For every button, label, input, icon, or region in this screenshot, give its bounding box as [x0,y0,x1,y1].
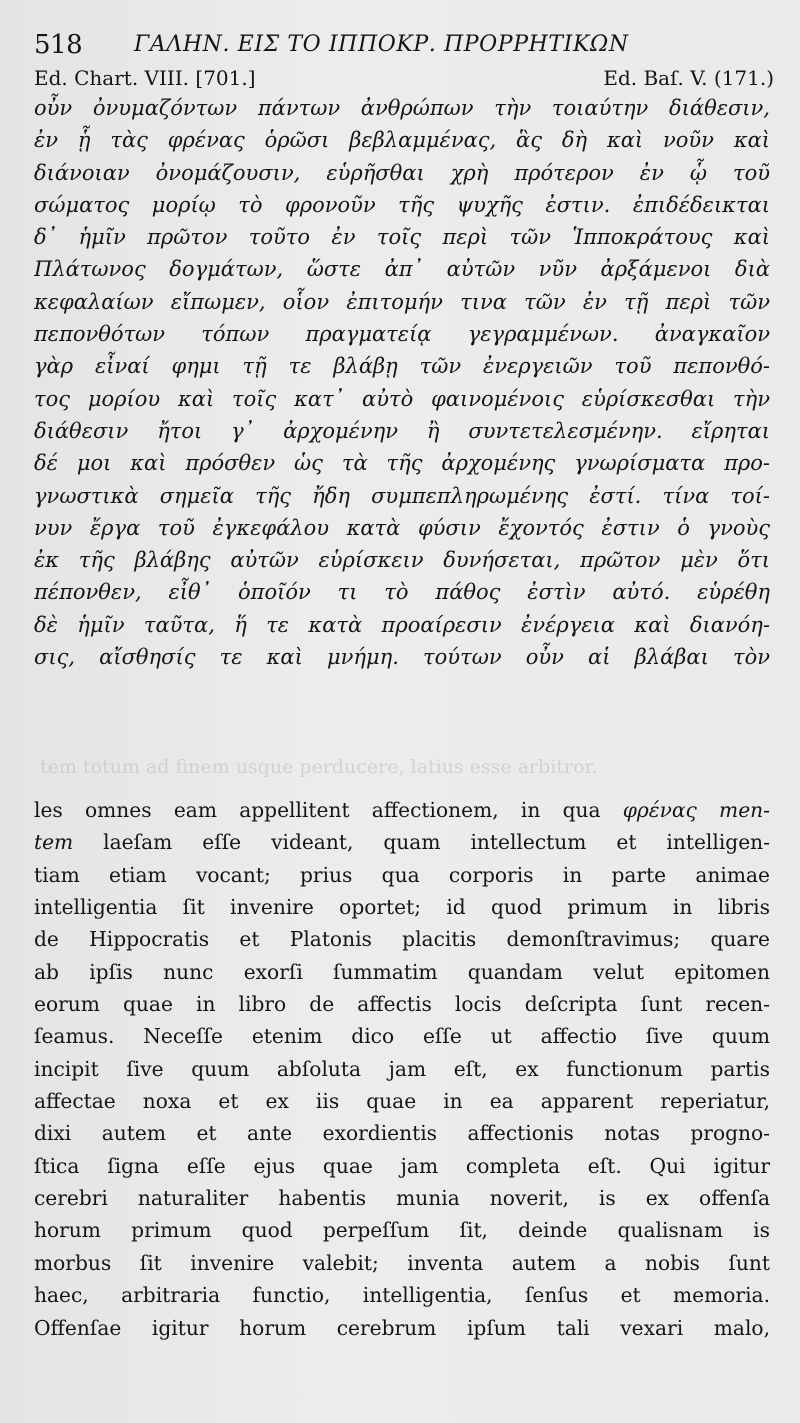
greek-text-line: νυν ἔργα τοῦ ἐγκεφάλου κατὰ φύσιν ἔχοντός ἐστιν ὁ γνοὺς [34,515,770,540]
latin-text-line [34,1279,770,1311]
greek-text-line: πεπονθότων τόπων πραγματείᾳ γεγραμμένων. ἀναγκαῖον [34,322,770,347]
page-header [34,24,774,64]
latin-line-text: de Hippocratis et Platonis placitis demonſtravimus; quare [34,927,770,952]
latin-line-text: horum primum quod perpeſſum ſit, deinde qualisnam is [34,1218,770,1243]
latin-line-text: cerebri naturaliter habentis munia noverit, is ex offenſa [34,1186,770,1211]
latin-line-text: ſeamus. Neceſſe etenim dico eſſe ut affectio ſive quum [34,1024,770,1049]
bleed-through-text: tem totum ad finem usque perducere, latius esse arbitror. [40,756,598,778]
greek-text-line: ἐν ᾗ τὰς φρένας ὁρῶσι βεβλαμμένας, ἃς δὴ καὶ νοῦν καὶ [34,128,770,153]
latin-line-text: ab ipſis nunc exorſi ſummatim quandam velut epitomen [34,959,770,984]
latin-line-text: les omnes eam appellitent affectionem, in qua [34,798,623,822]
greek-text-line: πέπονθεν, εἶθ᾽ ὁποῖόν τι τὸ πάθος ἐστὶν αὐτό. εὑρέθη [34,580,770,605]
greek-text-line: διάνοιαν ὀνομάζουσιν, εὑρῆσθαι χρὴ πρότερον ἐν ᾧ τοῦ [34,160,770,185]
latin-line-text: haec, arbitraria functio, intelligentia, ſenſus et memoria. [34,1283,770,1308]
latin-text-line [34,1053,770,1085]
latin-text-line [34,956,770,988]
greek-text-line: τος μορίου καὶ τοῖς κατ᾽ αὐτὸ φαινομένοις εὑρίσκεσθαι τὴν [34,386,770,411]
latin-line-text: incipit ſive quum abſoluta jam eſt, ex functionum partis [34,1056,770,1081]
edition-chartier-reference: Ed. Chart. VIII. [701.] [34,66,256,90]
latin-text-block [34,794,770,1344]
greek-text-line: Πλάτωνος δογμάτων, ὥστε ἀπ᾽ αὐτῶν νῦν ἀρξάμενοι διὰ [34,257,770,282]
latin-text-line [34,988,770,1020]
greek-text-line: διάθεσιν ἤτοι γ᾽ ἀρχομένην ἢ συντετελεσμένην. εἴρηται [34,418,770,443]
greek-inline-word: φρένας [622,798,697,822]
latin-line-text: morbus ſit invenire valebit; inventa autem a nobis ſunt [34,1250,770,1275]
greek-text-line: σις, αἴσθησίς τε καὶ μνήμη. τούτων οὖν αἱ βλάβαι τὸν [34,645,770,670]
running-title: ΓΑΛΗΝ. ΕΙΣ ΤΟ ΙΠΠΟΚΡ. ΠΡΟΡΡΗΤΙΚΩΝ [134,32,629,57]
greek-text-line: οὖν ὀνυμαζόντων πάντων ἀνθρώπων τὴν τοιαύτην διάθεσιν, [34,96,770,120]
latin-text-line [34,1085,770,1117]
latin-text-line [34,1150,770,1182]
latin-text-line [34,1214,770,1246]
greek-text-line: γὰρ εἶναί φημι τῇ τε βλάβῃ τῶν ἐνεργειῶν τοῦ πεπονθό- [34,354,770,379]
latin-line-text: eorum quae in libro de affectis locis deſcripta ſunt recen- [34,992,770,1017]
page-number: 518 [34,30,83,60]
latin-text-line [34,923,770,955]
greek-text-line: κεφαλαίων εἴπωμεν, οἷον ἐπιτομήν τινα τῶν ἐν τῇ περὶ τῶν [34,289,770,314]
greek-text-line: γνωστικὰ σημεῖα τῆς ἤδη συμπεπληρωμένης ἐστί. τίνα τοί- [34,483,770,508]
latin-line-text: Offenſae igitur horum cerebrum ipſum tali vexari malo, [34,1315,770,1340]
latin-line-text: intelligentia ſit invenire oportet; id quod primum in libris [34,895,770,920]
greek-text-line: δὲ ἡμῖν ταῦτα, ἥ τε κατὰ προαίρεσιν ἐνέργεια καὶ διανόη- [34,612,770,637]
latin-text-line [34,794,770,826]
latin-line-text: laeſam eſſe videant, quam intellectum et intelligen- [73,830,770,855]
latin-line-text: tiam etiam vocant; prius qua corporis in parte animae [34,862,770,887]
latin-text-line [34,1117,770,1149]
latin-italic-word: men- [696,798,770,822]
latin-text-line [34,826,770,858]
latin-line-text: ſtica ſigna eſſe ejus quae jam completa eſt. Qui igitur [34,1153,770,1178]
latin-line-text: affectae noxa et ex iis quae in ea apparent reperiatur, [34,1089,770,1114]
greek-text-line: δέ μοι καὶ πρόσθεν ὡς τὰ τῆς ἀρχομένης γνωρίσματα προ- [34,451,770,476]
latin-text-line [34,859,770,891]
greek-text-line: ἐκ τῆς βλάβης αὐτῶν εὑρίσκειν δυνήσεται, πρῶτον μὲν ὅτι [34,548,770,573]
latin-text-line [34,1312,770,1344]
latin-line-text: dixi autem et ante exordientis affectionis notas progno- [34,1121,770,1146]
latin-italic-word: tem [34,830,74,855]
edition-reference-line [34,66,774,94]
latin-text-line [34,891,770,923]
latin-text-line [34,1182,770,1214]
greek-text-line: σώματος μορίῳ τὸ φρονοῦν τῆς ψυχῆς ἐστιν. ἐπιδέδεικται [34,192,770,217]
latin-text-line [34,1020,770,1052]
greek-text-block [34,92,770,673]
greek-text-line: δ᾽ ἡμῖν πρῶτον τοῦτο ἐν τοῖς περὶ τῶν Ἱπποκράτους καὶ [34,225,770,250]
edition-basel-reference: Ed. Baſ. V. (171.) [603,66,774,90]
latin-text-line [34,1247,770,1279]
